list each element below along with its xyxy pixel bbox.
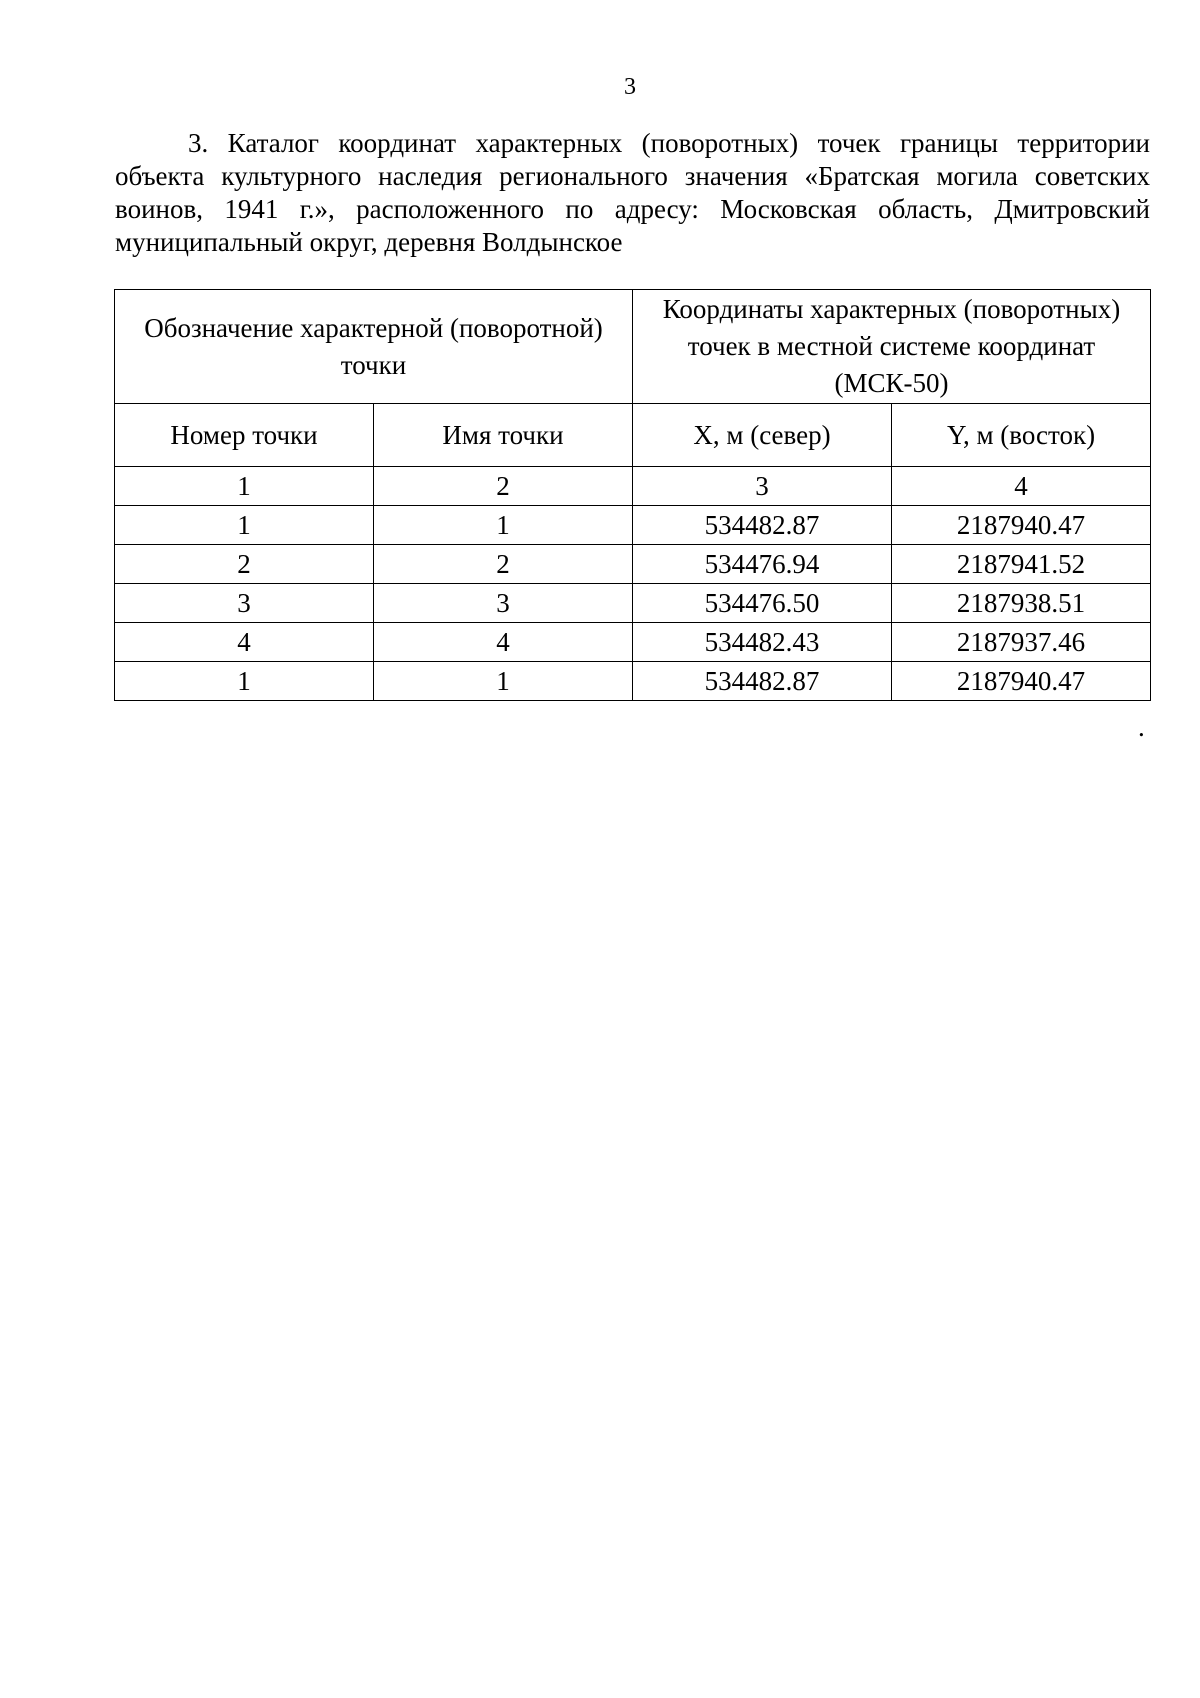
- point-number-cell: 4: [115, 623, 374, 662]
- table-header-group-row: [115, 290, 1151, 404]
- table-row: [115, 584, 1151, 623]
- table-row: [115, 662, 1151, 701]
- header-point-name: Имя точки: [374, 404, 633, 467]
- x-coordinate-cell: 534476.50: [633, 584, 892, 623]
- header-coordinates: Координаты характерных (поворотных) точек в местной системе координат (МСК-50): [633, 290, 1151, 404]
- y-coordinate-cell: 2187938.51: [892, 584, 1151, 623]
- point-name-cell: 4: [374, 623, 633, 662]
- point-number-cell: 1: [115, 506, 374, 545]
- y-coordinate-cell: 2187940.47: [892, 662, 1151, 701]
- point-number-cell: 1: [115, 662, 374, 701]
- header-point-number: Номер точки: [115, 404, 374, 467]
- x-coordinate-cell: 534476.94: [633, 545, 892, 584]
- table-row: [115, 623, 1151, 662]
- y-coordinate-cell: 2187937.46: [892, 623, 1151, 662]
- trailing-period: .: [1138, 712, 1145, 742]
- column-number: 2: [374, 467, 633, 506]
- y-coordinate-cell: 2187941.52: [892, 545, 1151, 584]
- point-name-cell: 1: [374, 662, 633, 701]
- table-row: [115, 545, 1151, 584]
- x-coordinate-cell: 534482.87: [633, 506, 892, 545]
- table-column-number-row: [115, 467, 1151, 506]
- x-coordinate-cell: 534482.87: [633, 662, 892, 701]
- point-number-cell: 2: [115, 545, 374, 584]
- header-y-east: Y, м (восток): [892, 404, 1151, 467]
- column-number: 4: [892, 467, 1151, 506]
- point-number-cell: 3: [115, 584, 374, 623]
- coordinates-table: [114, 289, 1151, 701]
- table-header-column-row: [115, 404, 1151, 467]
- point-name-cell: 3: [374, 584, 633, 623]
- point-name-cell: 1: [374, 506, 633, 545]
- page-number: 3: [624, 74, 636, 100]
- y-coordinate-cell: 2187940.47: [892, 506, 1151, 545]
- catalog-description: 3. Каталог координат характерных (поворотных) точек границы территории объекта культурного наследия регионального значения «Братская могила советских воинов, 1941 г.», расположенного по адресу: Московская область, Дмитровский муниципальный округ, деревня Волдынское: [115, 128, 1150, 257]
- x-coordinate-cell: 534482.43: [633, 623, 892, 662]
- column-number: 1: [115, 467, 374, 506]
- header-point-designation: Обозначение характерной (поворотной) точки: [115, 290, 633, 404]
- column-number: 3: [633, 467, 892, 506]
- point-name-cell: 2: [374, 545, 633, 584]
- table-row: [115, 506, 1151, 545]
- header-x-north: X, м (север): [633, 404, 892, 467]
